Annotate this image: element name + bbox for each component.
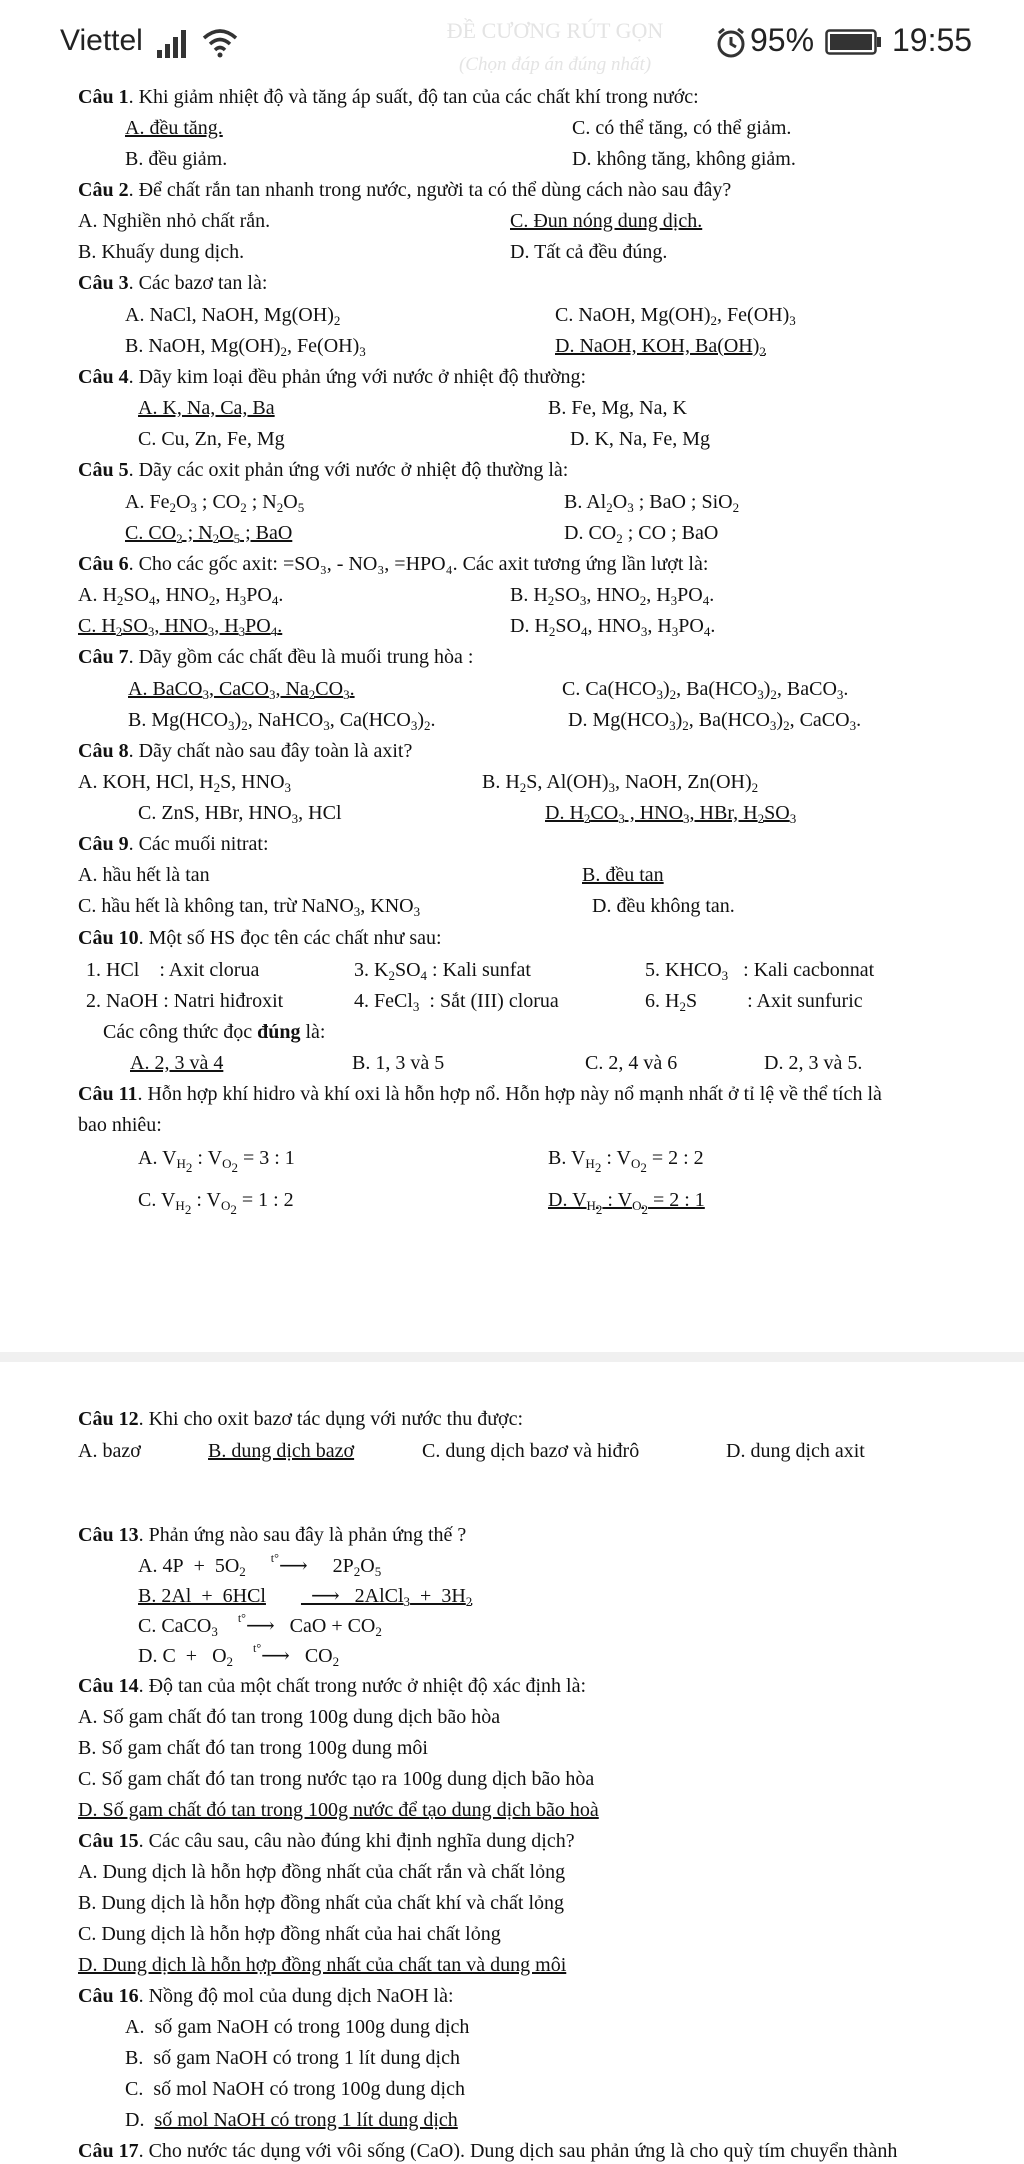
q5-option-a: A. $Fe_2O_3$ ; $CO_2$ ; $N_2O_5$: [125, 491, 305, 515]
q1-option-d: D. không tăng, không giảm.: [572, 148, 796, 170]
battery-percent: 95%: [750, 22, 815, 58]
q10-prompt: Các công thức đọc đúng là:: [103, 1021, 326, 1043]
alarm-icon: [715, 27, 747, 59]
q6-option-b: B. $H_2SO_3$, $HNO_2$, $H_3PO_4$.: [510, 584, 715, 608]
q1-option-a: A. đều tăng.: [125, 117, 223, 139]
q14-option-b: B. Số gam chất đó tan trong 100g dung môi: [78, 1737, 428, 1759]
q3-option-a: A. NaCl, NaOH, $Mg(OH)_2$: [125, 304, 341, 328]
q7-option-c: C. $Ca(HCO_3)_2$, $Ba(HCO_3)_2$, BaCO$_3$.: [562, 678, 849, 702]
q4-option-d: D. K, Na, Fe, Mg: [570, 428, 710, 450]
question-17: Câu 17. Cho nước tác dụng với vôi sống (CaO). Dung dịch sau phản ứng là cho quỳ tím chuyển thành: [78, 2140, 898, 2162]
q2-option-b: B. Khuấy dung dịch.: [78, 241, 245, 263]
q12-option-a: A. bazơ: [78, 1440, 141, 1462]
q15-option-d: D. Dung dịch là hỗn hợp đồng nhất của chất tan và dung môi: [78, 1954, 567, 1976]
q1-option-c: C. có thể tăng, có thể giảm.: [572, 117, 792, 139]
q7-option-a: A. BaCO$_3$, CaCO$_3$, $Na_2CO_3$.: [128, 678, 355, 702]
q10-option-a: A. 2, 3 và 4: [130, 1052, 224, 1074]
q9-option-b: B. đều tan: [582, 864, 664, 886]
document-page-1: [0, 84, 1024, 1352]
question-4: Câu 4. Dãy kim loại đều phản ứng với nước ở nhiệt độ thường:: [78, 366, 587, 388]
q13-option-c: C. CaCO$_3$ $^{t^\circ}$⟶ CaO + $CO_2$: [138, 1611, 382, 1639]
q2-option-a: A. Nghiền nhỏ chất rắn.: [78, 210, 271, 232]
question-15: Câu 15. Các câu sau, câu nào đúng khi định nghĩa dung dịch?: [78, 1830, 575, 1852]
q10-item-4: 4. FeCl$_3$ : Sắt (III) clorua: [354, 990, 559, 1014]
q11-option-c: C. $V_{H_2}$ : $V_{O_2} = 1$ : 2: [138, 1189, 294, 1217]
wifi-icon: [200, 26, 240, 60]
question-11: Câu 11. Hỗn hợp khí hidro và khí oxi là hỗn hợp nổ. Hỗn hợp này nổ mạnh nhất ở tỉ lệ về thể tích là: [78, 1083, 882, 1105]
q5-option-c: C. $CO_2$ ; $N_2O_5$ ; BaO: [125, 522, 293, 546]
q14-option-a: A. Số gam chất đó tan trong 100g dung dịch bão hòa: [78, 1706, 501, 1728]
question-7: Câu 7. Dãy gồm các chất đều là muối trung hòa :: [78, 646, 474, 668]
q8-option-b: B. $H_2S$, $Al(OH)_3$, NaOH, $Zn(OH)_2$: [482, 771, 759, 795]
carrier-label: Viettel: [60, 24, 143, 57]
q6-option-a: A. $H_2SO_4$, $HNO_2$, $H_3PO_4$.: [78, 584, 284, 608]
question-9: Câu 9. Các muối nitrat:: [78, 833, 269, 855]
q16-option-d: D. số mol NaOH có trong 1 lít dung dịch: [125, 2109, 458, 2131]
question-14: Câu 14. Độ tan của một chất trong nước ở nhiệt độ xác định là:: [78, 1675, 587, 1697]
q16-option-b: B. số gam NaOH có trong 1 lít dung dịch: [125, 2047, 460, 2069]
q8-option-a: A. KOH, HCl, $H_2S$, $HNO_3$: [78, 771, 292, 795]
q10-option-b: B. 1, 3 và 5: [352, 1052, 445, 1074]
question-6: Câu 6. Cho các gốc axit: =SO₃, - NO₃, =HPO₄. Các axit tương ứng lần lượt là:: [78, 553, 709, 575]
q9-option-d: D. đều không tan.: [592, 895, 735, 917]
q3-option-b: B. NaOH, $Mg(OH)_2$, $Fe(OH)_3$: [125, 335, 366, 359]
question-13: Câu 13. Phản ứng nào sau đây là phản ứng thế ?: [78, 1524, 467, 1546]
q9-option-c: C. hầu hết là không tan, trừ NaNO$_3$, $KNO_3$: [78, 895, 421, 919]
faint-title-line2: (Chọn đáp án đúng nhất): [458, 54, 652, 75]
q2-option-d: D. Tất cả đều đúng.: [510, 241, 668, 263]
q10-item-2: 2. NaOH : Natri hiđroxit: [86, 990, 284, 1012]
q14-option-d: D. Số gam chất đó tan trong 100g nước để tạo dung dịch bão hoà: [78, 1799, 599, 1821]
q11-option-b: B. $V_{H_2}$ : $V_{O_2} = 2$ : 2: [548, 1147, 704, 1175]
q12-option-c: C. dung dịch bazơ và hiđrô: [422, 1440, 640, 1462]
q2-option-c: C. Đun nóng dung dịch.: [510, 210, 703, 232]
question-1: Câu 1. Khi giảm nhiệt độ và tăng áp suất, độ tan của các chất khí trong nước:: [78, 86, 699, 108]
status-bar: [0, 0, 1024, 84]
question-10: Câu 10. Một số HS đọc tên các chất như sau:: [78, 927, 442, 949]
question-8: Câu 8. Dãy chất nào sau đây toàn là axit?: [78, 740, 413, 762]
q10-item-3: 3. $K_2SO_4$ : Kali sunfat: [354, 959, 531, 983]
question-16: Câu 16. Nồng độ mol của dung dịch NaOH là:: [78, 1985, 454, 2007]
q6-option-c: C. $H_2SO_3$, $HNO_3$, $H_3PO_4$.: [78, 615, 283, 639]
q11-option-a: A. $V_{H_2}$ : $V_{O_2} = 3$ : 1: [138, 1147, 295, 1175]
q11-option-d: D. $V_{H_2}$ : $V_{O_2} = 2$ : 1: [548, 1189, 705, 1217]
q3-option-c: C. NaOH, $Mg(OH)_2$, $Fe(OH)_3$: [555, 304, 796, 328]
question-5: Câu 5. Dãy các oxit phản ứng với nước ở nhiệt độ thường là:: [78, 459, 569, 481]
q10-option-d: D. 2, 3 và 5.: [764, 1052, 863, 1074]
q9-option-a: A. hầu hết là tan: [78, 864, 210, 886]
q16-option-a: A. số gam NaOH có trong 100g dung dịch: [125, 2016, 470, 2038]
signal-icon: [155, 26, 191, 58]
q13-option-a: A. $4P + 5O_2$ $^{t^\circ}$⟶ $2P_2O_5$: [138, 1551, 382, 1579]
q13-option-d: D. $C + O_2$ $^{t^\circ}$⟶ $CO_2$: [138, 1641, 340, 1669]
q12-option-b: B. dung dịch bazơ: [208, 1440, 355, 1462]
battery-icon: [825, 29, 883, 55]
question-3: Câu 3. Các bazơ tan là:: [78, 272, 268, 294]
q3-option-d: D. NaOH, KOH, $Ba(OH)_2$: [555, 335, 766, 359]
q5-option-d: D. $CO_2$ ; CO ; BaO: [564, 522, 719, 546]
q8-option-d: D. $H_2CO_3$ , $HNO_3$, HBr, $H_2SO_3$: [545, 802, 797, 826]
q15-option-a: A. Dung dịch là hỗn hợp đồng nhất của chất rắn và chất lỏng: [78, 1861, 566, 1883]
q4-option-a: A. K, Na, Ca, Ba: [138, 397, 275, 419]
question-11-cont: bao nhiêu:: [78, 1114, 162, 1136]
question-12: Câu 12. Khi cho oxit bazơ tác dụng với nước thu được:: [78, 1408, 524, 1430]
q15-option-b: B. Dung dịch là hỗn hợp đồng nhất của chất khí và chất lỏng: [78, 1892, 565, 1914]
q16-option-c: C. số mol NaOH có trong 100g dung dịch: [125, 2078, 465, 2100]
q12-option-d: D. dung dịch axit: [726, 1440, 865, 1462]
faint-header: [430, 14, 680, 82]
q14-option-c: C. Số gam chất đó tan trong nước tạo ra 100g dung dịch bão hòa: [78, 1768, 595, 1790]
faint-title-line1: ĐỀ CƯƠNG RÚT GỌN: [446, 18, 664, 43]
q7-option-d: D. $Mg(HCO_3)_2$, $Ba(HCO_3)_2$, CaCO$_3$.: [568, 709, 862, 733]
question-2: Câu 2. Để chất rắn tan nhanh trong nước, người ta có thể dùng cách nào sau đây?: [78, 179, 732, 201]
q8-option-c: C. ZnS, HBr, $HNO_3$, HCl: [138, 802, 342, 826]
q4-option-c: C. Cu, Zn, Fe, Mg: [138, 428, 285, 450]
q10-item-6: 6. $H_2S$ : Axit sunfuric: [645, 990, 863, 1014]
clock: 19:55: [892, 22, 973, 58]
q6-option-d: D. $H_2SO_4$, $HNO_3$, $H_3PO_4$.: [510, 615, 716, 639]
q15-option-c: C. Dung dịch là hỗn hợp đồng nhất của hai chất lỏng: [78, 1923, 501, 1945]
q1-option-b: B. đều giảm.: [125, 148, 228, 170]
q5-option-b: B. $Al_2O_3$ ; BaO ; SiO$_2$: [564, 491, 740, 515]
q10-item-1: 1. HCl : Axit clorua: [86, 959, 260, 981]
q10-item-5: 5. $KHCO_3$ : Kali cacbonnat: [645, 959, 875, 983]
q7-option-b: B. $Mg(HCO_3)_2$, NaHCO$_3$, $Ca(HCO_3)_2$.: [128, 709, 436, 733]
document-page-2: [0, 1362, 1024, 2162]
q13-option-b: B. 2Al + 6HCl ⟶ 2AlCl$_3$ + $3H_2$: [138, 1585, 473, 1609]
q4-option-b: B. Fe, Mg, Na, K: [548, 397, 687, 419]
page-divider: [0, 1352, 1024, 1362]
q10-option-c: C. 2, 4 và 6: [585, 1052, 678, 1074]
